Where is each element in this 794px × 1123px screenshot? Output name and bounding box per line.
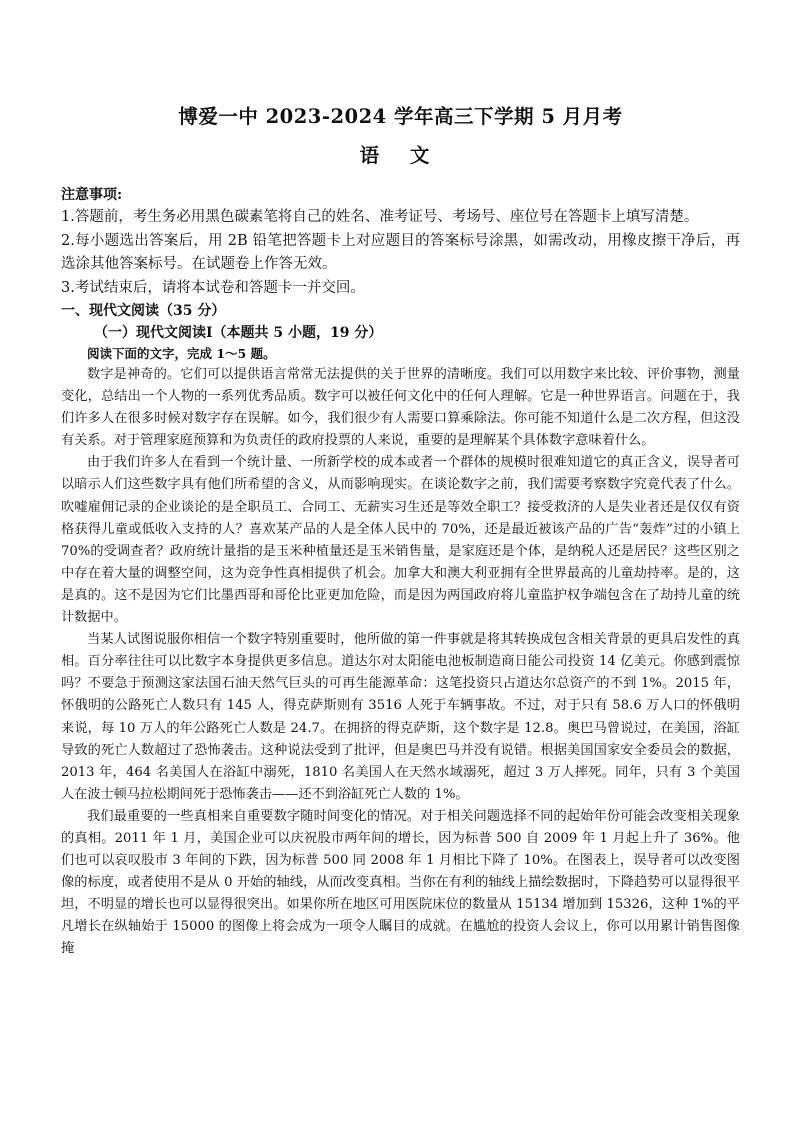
passage-paragraph: 当某人试图说服你相信一个数字特别重要时，他所做的第一件事就是将其转换成包含相关背景的更具启发性的真相。百分率往往可以比数字本身提供更多信息。道达尔对太阳能电池板制造商日能公司投资 14 亿美元。你感到震惊吗？不要急于预测这家法国石油天然气巨头的可再生能源革命：这笔投资只占道达尔总资产的不到 1%。2015 年，怀俄明的公路死亡人数只有 145 人，得克萨斯则有 3516 人死于车辆事故。不过，对于只有 58.6 万人口的怀俄明来说，每 10 万人的年公路死亡人数是 24.7。在拥挤的得克萨斯，这个数字是 12.8。奥巴马曾说过，在美国，浴缸导致的死亡人数超过了恐怖袭击。这种说法受到了批评，但是奥巴马并没有说错。根据美国国家安全委员会的数据，2013 年，464 名美国人在浴缸中溺死，1810 名美国人在天然水域溺死，超过 3 万人摔死。同年，只有 3 个美国人在波士顿马拉松期间死于恐怖袭击——还不到浴缸死亡人数的 1%。 <box>61 632 740 802</box>
subsection-heading: （一）现代文阅读Ⅰ（本题共 5 小题，19 分） <box>94 325 383 341</box>
passage-paragraph: 我们最重要的一些真相来自重要数字随时间变化的情况。对于相关问题选择不同的起始年份可能会改变相关现象的真相。2011 年 1 月，美国企业可以庆祝股市两年间的增长，因为标普 500 自 2009 年 1 月起上升了 36%。他们也可以哀叹股市 3 年间的下跌，因为标普 500 同 2008 年 1 月相比下降了 10%。在图表上，误导者可以改变图像的标度，或者使用不是从 0 开始的轴线，从而改变真相。当你在有利的轴线上描绘数据时，下降趋势可以显得很平坦，不明显的增长也可以显得很突出。如果你所在地区可用医院床位的数量从 15134 增加到 15326，这种 1%的平凡增长在纵轴始于 15000 的图像上将会成为一项令人瞩目的成就。在尴尬的投资人会议上，你可以用累计销售图像掩 <box>61 808 740 957</box>
section-heading: 一、现代文阅读（35 分） <box>61 303 226 319</box>
notice-heading: 注意事项: <box>61 187 123 203</box>
exam-title: 博爱一中 2023-2024 学年高三下学期 5 月月考 <box>178 105 623 128</box>
notice-item: 1.答题前，考生务必用黑色碳素笔将自己的姓名、准考证号、考场号、座位号在答题卡上填写清楚。 <box>61 209 699 225</box>
notice-item: 3.考试结束后，请将本试卷和答题卡一并交回。 <box>61 279 365 296</box>
passage-paragraph: 数字是神奇的。它们可以提供语言常常无法提供的关于世界的清晰度。我们可以用数字来比较、评价事物，测量变化，总结出一个人物的一系列优秀品质。数字可以被任何文化中的任何人理解。它是一种世界语言。问题在于，我们许多人在很多时候对数字存在误解。如今，我们很少有人需要口算乘除法。你可能不知道什么是二次方程，但这没有关系。对于管理家庭预算和为负责任的政府投票的人来说，重要的是理解某个具体数字意味着什么。 <box>61 367 740 449</box>
reading-instruction: 阅读下面的文字，完成 1～5 题。 <box>87 346 276 361</box>
notice-item: 2.每小题选出答案后，用 2B 铅笔把答题卡上对应题目的答案标号涂黑，如需改动，用橡皮擦干净后，再选涂其他答案标号。在试题卷上作答无效。 <box>61 232 740 272</box>
subject-title: 语 文 <box>359 144 442 167</box>
passage-paragraph: 由于我们许多人在看到一个统计量、一所新学校的成本或者一个群体的规模时很难知道它的真正含义，误导者可以暗示人们这些数字具有他们所希望的含义，从而影响现实。在谈论数字之前，我们需要考察数字究竟代表了什么。吹嘘雇佣记录的企业谈论的是全职员工、合同工、无薪实习生还是等效全职工？接受救济的人是失业者还是仅仅有资格获得儿童或低收入支持的人？喜欢某产品的人是全体人民中的 70%，还是最近被该产品的广告“轰炸”过的小镇上 70%的受调查者？政府统计量指的是玉米种植量还是玉米销售量，是家庭还是个体，是纳税人还是居民？这些区别之中存在着大量的调整空间，这为竞争性真相提供了机会。加拿大和澳大利亚拥有全世界最高的儿童劫持率。是的，这是真的。这不是因为它们比墨西哥和哥伦比亚更加危险，而是因为两国政府将儿童监护权争端包含在了劫持儿童的统计数据中。 <box>61 455 740 626</box>
